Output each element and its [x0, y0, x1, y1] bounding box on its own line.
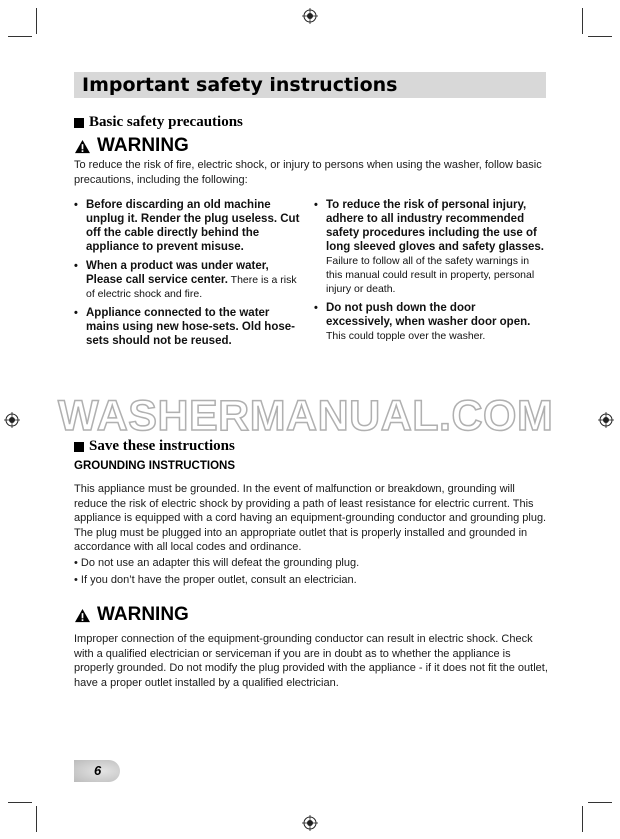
warning-label: WARNING [97, 604, 189, 625]
left-bullets [74, 198, 304, 353]
list-item: • If you don’t have the proper outlet, consult an electrician. [74, 574, 357, 586]
list-item: • Appliance connected to the water mains using new hose-sets. Old hose-sets should not be reused. [74, 307, 295, 347]
warning-heading [74, 604, 189, 626]
watermark: WASHERMANUAL.COM [58, 392, 554, 440]
grounding-warning-text: Improper connection of the equipment-grounding conductor can result in electric shock. Check with a qualified electrician or serviceman if you are in doubt as to whether the appliance is properly grounded. Do not modify the plug provided with the appliance - if it does not fit the outlet, have a proper outlet installed by a qualified electrician. [74, 633, 548, 689]
list-item: • When a product was under water, Please call service center. There is a risk of electric shock and fire. [74, 260, 297, 300]
warning-triangle-icon [74, 139, 91, 154]
crop-mark [8, 802, 32, 803]
basic-intro: To reduce the risk of fire, electric shock, or injury to persons when using the washer, follow basic precautions, including the following: [74, 159, 542, 186]
square-bullet-icon [74, 442, 84, 452]
crop-mark [588, 36, 612, 37]
crop-mark [582, 806, 583, 832]
warning-triangle-icon [74, 608, 91, 623]
section-heading-text: Basic safety precautions [89, 114, 243, 130]
crop-mark [36, 806, 37, 832]
grounding-paragraph: This appliance must be grounded. In the event of malfunction or breakdown, grounding will reduce the risk of electric shock by providing a path of least resistance for electric current. This appliance is equipped with a cord having an equipment-grounding conductor and grounding plug. The plug must be plugged into an appropriate outlet that is properly installed and grounded in accordance with all local codes and ordinance. [74, 483, 547, 553]
grounding-subheading: GROUNDING INSTRUCTIONS [74, 460, 235, 472]
registration-mark-icon [302, 8, 318, 24]
registration-mark-icon [4, 412, 20, 428]
crop-mark [582, 8, 583, 34]
warning-heading [74, 135, 189, 157]
right-bullets [314, 198, 544, 348]
crop-mark [36, 8, 37, 34]
section-heading-text: Save these instructions [89, 438, 235, 454]
warning-label: WARNING [97, 135, 189, 156]
crop-mark [8, 36, 32, 37]
registration-mark-icon [598, 412, 614, 428]
list-item: • Before discarding an old machine unplug it. Render the plug useless. Cut off the cable directly behind the appliance to prevent misuse. [74, 199, 300, 253]
square-bullet-icon [74, 118, 84, 128]
list-item: • Do not use an adapter this will defeat the grounding plug. [74, 557, 360, 569]
section-heading-save [74, 438, 235, 455]
crop-mark [588, 802, 612, 803]
list-item: • Do not push down the door excessively, when washer door open. This could topple over the washer. [314, 302, 531, 342]
list-item: • To reduce the risk of personal injury, adhere to all industry recommended safety procedures including the use of long sleeved gloves and safety glasses. Failure to follow all of the safety warnings in this manual could result in property, personal injury or death. [314, 199, 544, 295]
page-title: Important safety instructions [74, 72, 546, 98]
page-number: 6 [74, 760, 120, 782]
registration-mark-icon [302, 815, 318, 831]
section-heading-basic [74, 114, 243, 131]
